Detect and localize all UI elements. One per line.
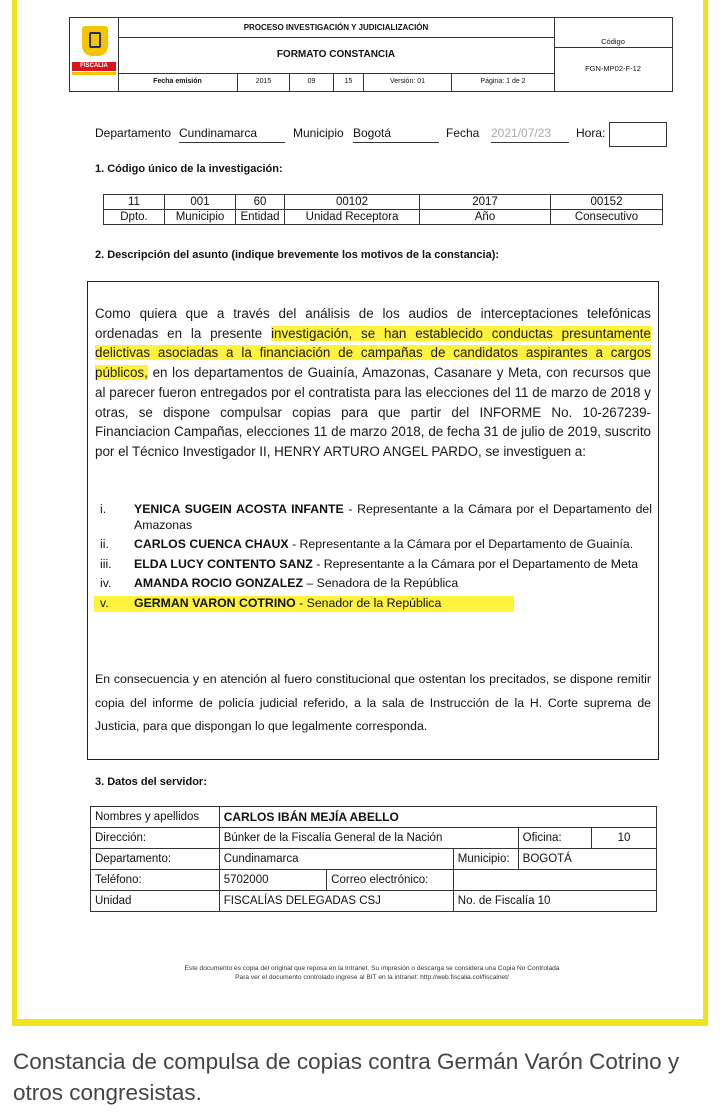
servidor-table: [90, 806, 657, 912]
section3-title: 3. Datos del servidor:: [95, 776, 207, 788]
table-row: [91, 870, 657, 891]
telefono-value: 5702000: [219, 870, 326, 891]
table-row: [91, 828, 657, 849]
hora-label: Hora:: [576, 126, 606, 140]
pagina-label: Página: 1 de 2: [480, 78, 526, 85]
departamento-value: Cundinamarca: [219, 849, 453, 870]
para-text-b: en los departamentos de Guainía, Amazonas, Casanare y Meta, con recursos que al parecer fueron entregados por el contratista para las elecciones del 11 de marzo de 2018 y otras, se dispone compulsar copias para que partir del INFORME No. 10-267239-Financiacion Campañas, elecciones 11 de marzo 2018, de fecha 31 de julio de 2019, suscrito por el Técnico Investigador II, HENRY ARTURO ANGEL PARDO, se investiguen a:: [95, 365, 651, 459]
list-num: iii.: [100, 556, 112, 571]
table-row: [104, 210, 663, 225]
municipio-value: Bogotá: [353, 126, 439, 143]
cui-anio: 2017: [420, 195, 551, 210]
person-role: - Senador de la República: [295, 595, 442, 610]
description-paragraph: [95, 304, 651, 462]
fecha-value: 2021/07/23: [491, 126, 569, 143]
list-item: [100, 557, 652, 573]
list-num: ii.: [100, 537, 109, 552]
unidad-label: Unidad: [91, 891, 220, 912]
unidad-value: FISCALÍAS DELEGADAS CSJ: [219, 891, 453, 912]
departamento-value: Cundinamarca: [179, 126, 285, 143]
codigo-unico-table: [103, 194, 663, 225]
departamento-label: Departamento: [95, 126, 172, 140]
fiscalia-logo: [70, 18, 119, 91]
header-meta-row: [118, 73, 555, 91]
investigated-list: [100, 502, 652, 616]
description-box: [87, 281, 659, 760]
cui-label: Año: [420, 210, 551, 225]
person-role: – Senadora de la República: [302, 576, 459, 591]
location-line: [95, 126, 675, 146]
correo-value: [453, 870, 656, 891]
table-row: [104, 195, 663, 210]
list-item-highlighted: [94, 596, 514, 612]
list-item: [100, 502, 652, 533]
person-name: CARLOS CUENCA CHAUX: [134, 537, 289, 552]
image-caption: Constancia de compulsa de copias contra Germán Varón Cotrino y otros congresistas.: [13, 1049, 680, 1105]
codigo-label: Código: [554, 37, 672, 48]
shield-icon: [82, 26, 108, 56]
list-num: i.: [100, 502, 107, 516]
formato-title: FORMATO CONSTANCIA: [118, 37, 555, 74]
table-row: [91, 849, 657, 870]
table-row: [91, 891, 657, 912]
cui-label: Consecutivo: [551, 210, 663, 225]
table-row: [91, 807, 657, 828]
municipio-label: Municipio:: [453, 849, 518, 870]
hora-box: [609, 122, 667, 147]
footer-line1: Este documento es copia del original que reposa en la Intranet. Su impresión o descarga se considera una Copia No Controlada: [184, 965, 560, 972]
document-footer: [77, 964, 667, 982]
cui-consecutivo: 00152: [551, 195, 663, 210]
person-role: - Representante a la Cámara por el Departamento de Meta: [312, 556, 639, 571]
nombres-label: Nombres y apellidos: [91, 807, 220, 828]
fecha-emision-label: Fecha emisión: [118, 73, 238, 91]
footer-line2: Para ver el documento controlado ingrese al BIT en la intranet: http://web.fiscalia.col/fiscalnet/: [235, 974, 509, 981]
oficina-value: 10: [592, 828, 657, 849]
codigo-value: FGN-MP02-F-12: [585, 64, 641, 73]
fecha-month: 09: [290, 73, 334, 91]
person-name: YENICA SUGEIN ACOSTA INFANTE: [134, 502, 344, 516]
conclusion-paragraph: En consecuencia y en atención al fuero constitucional que ostentan los precitados, se dispone remitir copia del informe de policía judicial referido, a la sala de Instrucción de la H. Corte suprema de Justicia, para que dispongan lo que legalmente corresponda.: [95, 672, 651, 734]
document-page: [17, 0, 703, 1019]
section2-title: 2. Descripción del asunto (indique brevemente los motivos de la constancia):: [95, 249, 500, 261]
para-text-a: Como quiera que a través del análisis de los audios de interceptaciones telefónicas ordenadas en la presente: [95, 306, 651, 341]
logo-wordmark: FISCALÍA: [72, 62, 116, 71]
cui-unidad: 00102: [285, 195, 420, 210]
cui-label: Entidad: [236, 210, 285, 225]
municipio-label: Municipio: [293, 126, 344, 140]
section1-title: 1. Código único de la investigación:: [95, 163, 283, 175]
fiscalia-number: No. de Fiscalía 10: [453, 891, 656, 912]
nombres-value: CARLOS IBÁN MEJÍA ABELLO: [219, 807, 656, 828]
person-name: ELDA LUCY CONTENTO SANZ: [134, 556, 313, 571]
document-header: [69, 17, 673, 92]
direccion-label: Dirección:: [91, 828, 220, 849]
document-frame: [12, 0, 708, 1026]
fecha-day: 15: [334, 73, 364, 91]
person-name: AMANDA ROCIO GONZALEZ: [134, 576, 303, 591]
correo-label: Correo electrónico:: [327, 870, 454, 891]
departamento-label: Departamento:: [91, 849, 220, 870]
cui-label: Unidad Receptora: [285, 210, 420, 225]
cui-label: Municipio: [165, 210, 236, 225]
para-highlight: investigación, se han establecido conductas presuntamente delictivas asociadas a la financiación de campañas de candidatos aspirantes a cargos públicos,: [95, 325, 651, 381]
version-label: Versión: 01: [364, 73, 452, 91]
direccion-value: Búnker de la Fiscalía General de la Nación: [219, 828, 518, 849]
person-role: - Representante a la Cámara por el Departamento del Amazonas: [134, 502, 652, 532]
telefono-label: Teléfono:: [91, 870, 220, 891]
fecha-year: 2015: [238, 73, 290, 91]
cui-municipio: 001: [165, 195, 236, 210]
oficina-label: Oficina:: [518, 828, 591, 849]
list-num: v.: [100, 595, 109, 610]
list-item: [100, 537, 652, 553]
person-name: GERMAN VARON COTRINO: [134, 595, 296, 610]
list-num: iv.: [100, 576, 112, 591]
municipio-value: BOGOTÁ: [518, 849, 656, 870]
cui-dpto: 11: [104, 195, 165, 210]
cui-entidad: 60: [236, 195, 285, 210]
fecha-label: Fecha: [446, 126, 480, 140]
list-item: [100, 576, 652, 592]
cui-label: Dpto.: [104, 210, 165, 225]
logo-bar: [72, 72, 116, 75]
proceso-title: PROCESO INVESTIGACIÓN Y JUDICIALIZACIÓN: [118, 18, 555, 38]
person-role: - Representante a la Cámara por el Departamento de Guainía.: [288, 537, 634, 552]
